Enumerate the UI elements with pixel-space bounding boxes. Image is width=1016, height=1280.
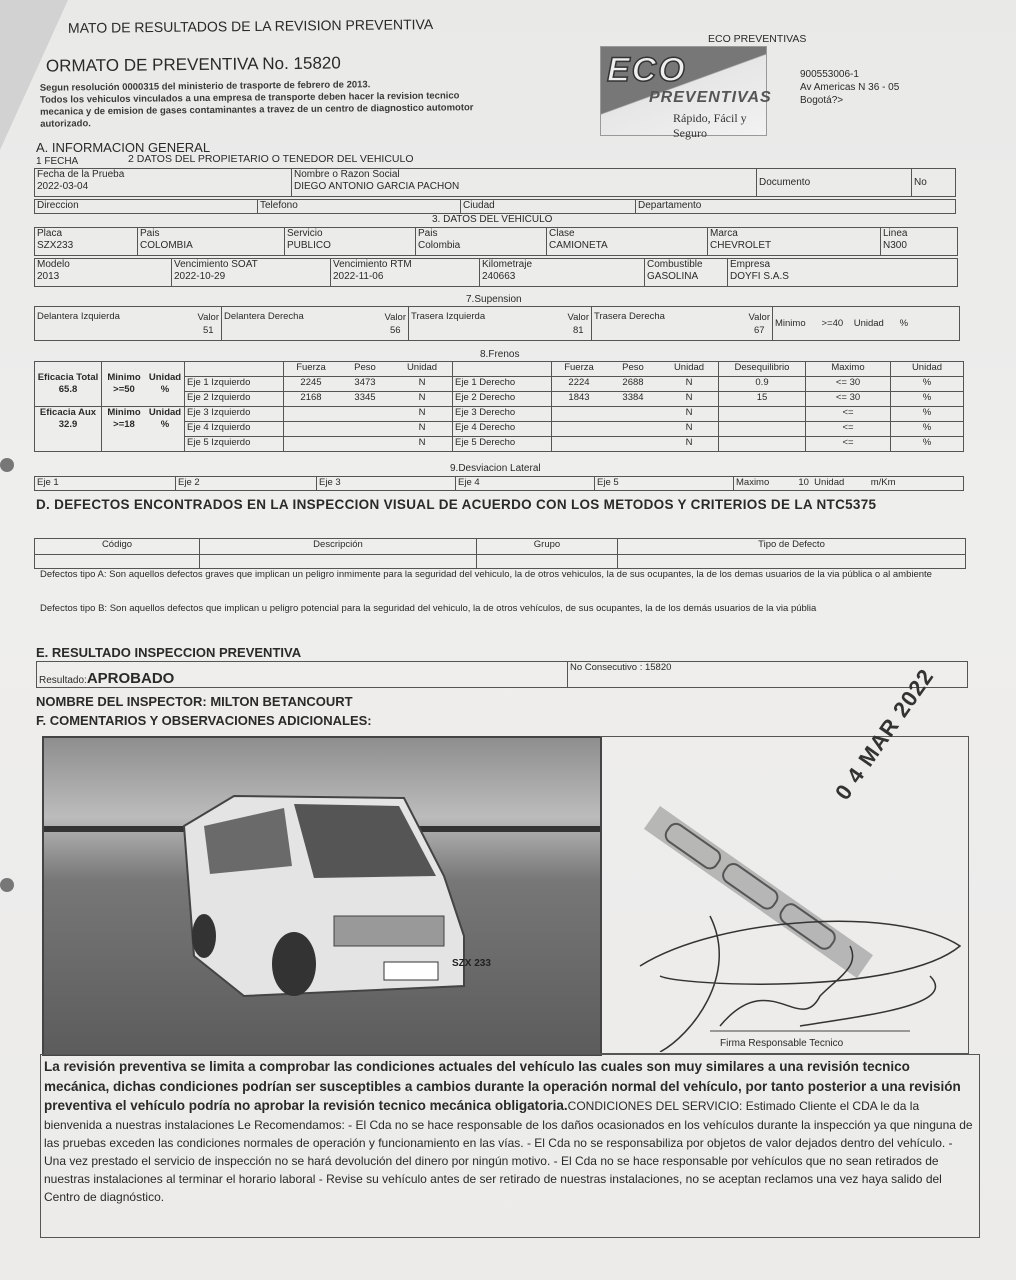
suspension-item <box>35 307 222 341</box>
fecha-subtitle: 1 FECHA <box>36 156 79 167</box>
peso <box>606 437 660 452</box>
valor-label: Valor <box>384 311 406 323</box>
blank <box>453 362 552 377</box>
label: Minimo <box>107 372 141 383</box>
fuerza <box>552 407 607 422</box>
label: Maximo <box>736 477 770 488</box>
desequilibrio <box>719 437 806 452</box>
rtm-cell <box>331 259 480 287</box>
eje-left: Eje 5 Izquierdo <box>185 437 284 452</box>
label: Fecha de la Prueba <box>37 169 125 180</box>
label: Eficacia Total <box>37 372 99 383</box>
value: CAMIONETA <box>549 240 608 251</box>
unidad-aux <box>146 407 185 452</box>
logo-preventivas: PREVENTIVAS <box>649 89 772 106</box>
value: DIEGO ANTONIO GARCIA PACHON <box>294 181 460 192</box>
company-stamp <box>644 806 873 978</box>
fuerza: 2245 <box>284 377 339 392</box>
vehicle-table-1 <box>34 227 958 256</box>
servicio-cell <box>285 228 416 256</box>
peso <box>338 422 392 437</box>
company-info <box>800 68 899 107</box>
suspension-table <box>34 306 960 341</box>
label: Minimo <box>775 317 806 329</box>
eje-right: Eje 2 Derecho <box>453 392 552 407</box>
documento-cell: Documento <box>757 169 912 197</box>
unidad: N <box>660 392 719 407</box>
preventive-disclaimer: La revisión preventiva se limita a comprobar las condiciones actuales del vehículo las cuales son muy similares a una revisión tecnico mecánica, dichas condiciones podrían ser susceptibles a cambios durante la operación normal del vehículo, por tanto posterior a una revisión preventiva el vehículo podría no aprobar la revisión tecnico mecánica obligatoria. <box>44 1059 961 1113</box>
value: PUBLICO <box>287 240 331 251</box>
section-a-title: A. INFORMACION GENERAL <box>36 140 211 155</box>
valor-label: Valor <box>567 311 589 323</box>
fuerza <box>284 422 339 437</box>
col-maximo: Maximo <box>806 362 891 377</box>
maximo: <= <box>806 422 891 437</box>
eje-cell: Eje 5 <box>595 477 734 491</box>
fuerza: 2224 <box>552 377 607 392</box>
address-table <box>34 199 956 214</box>
value: m/Km <box>870 477 896 488</box>
value: Colombia <box>418 240 461 251</box>
value: 56 <box>389 324 401 336</box>
eje-left: Eje 3 Izquierdo <box>185 407 284 422</box>
value: COLOMBIA <box>140 240 193 251</box>
value: N300 <box>883 240 907 251</box>
peso <box>338 437 392 452</box>
unidad: % <box>891 422 964 437</box>
van-image <box>174 786 494 1006</box>
desequilibrio: 0.9 <box>719 377 806 392</box>
maximo: <= 30 <box>806 377 891 392</box>
eje-right: Eje 5 Derecho <box>453 437 552 452</box>
placa-cell <box>35 228 138 256</box>
label: Unidad <box>814 477 845 488</box>
eje-right: Eje 1 Derecho <box>453 377 552 392</box>
col-unidad: Unidad <box>392 362 453 377</box>
col-fuerza: Fuerza <box>284 362 339 377</box>
eje-cell: Eje 4 <box>456 477 595 491</box>
label: Placa <box>37 228 63 239</box>
value: 10 <box>798 477 809 488</box>
maximo: <= <box>806 437 891 452</box>
unidad: N <box>392 392 453 407</box>
blank <box>185 362 284 377</box>
result-table <box>36 661 968 688</box>
peso: 3345 <box>338 392 392 407</box>
marca-cell <box>708 228 881 256</box>
peso <box>606 422 660 437</box>
valor-label: Valor <box>748 311 770 323</box>
cell <box>618 555 966 569</box>
legal-notice <box>40 77 560 130</box>
label: Unidad <box>853 317 884 329</box>
label: Delantera Derecha <box>224 310 304 322</box>
unidad: N <box>392 377 453 392</box>
firma-label: Firma Responsable Tecnico <box>720 1038 844 1049</box>
label: Linea <box>883 228 908 239</box>
punch-hole <box>0 878 14 892</box>
kilometraje-cell <box>480 259 645 287</box>
value: 2013 <box>37 271 60 282</box>
cell <box>200 555 477 569</box>
frenos-table <box>34 361 964 452</box>
unidad: N <box>660 437 719 452</box>
nombre-cell <box>292 169 757 197</box>
label: Kilometraje <box>482 259 533 270</box>
unidad: N <box>392 437 453 452</box>
company-address: Av Americas N 36 - 05 <box>800 82 900 93</box>
desviacion-table <box>34 476 964 491</box>
legal-line: autorizado. <box>40 118 91 130</box>
resultado-cell <box>37 662 568 688</box>
inspector-name: NOMBRE DEL INSPECTOR: MILTON BETANCOURT <box>36 694 353 709</box>
value: % <box>160 419 170 430</box>
peso: 3384 <box>606 392 660 407</box>
unidad: N <box>660 407 719 422</box>
label: Vencimiento SOAT <box>174 259 258 270</box>
desequilibrio: 15 <box>719 392 806 407</box>
value: 51 <box>202 324 214 336</box>
maximo: <= 30 <box>806 392 891 407</box>
fuerza: 1843 <box>552 392 607 407</box>
punch-hole <box>0 458 14 472</box>
desequilibrio <box>719 422 806 437</box>
value: 240663 <box>482 271 516 282</box>
col-unidad: Unidad <box>660 362 719 377</box>
table-row <box>35 407 964 422</box>
disclaimer-box <box>40 1054 980 1238</box>
col-desequilibrio: Desequilibrio <box>719 362 806 377</box>
label: Unidad <box>148 407 182 418</box>
value: SZX233 <box>37 240 74 251</box>
fuerza: 2168 <box>284 392 339 407</box>
eje-cell: Eje 3 <box>317 477 456 491</box>
eje-right: Eje 4 Derecho <box>453 422 552 437</box>
col-peso: Peso <box>606 362 660 377</box>
valor-label: Valor <box>197 311 219 323</box>
value: 81 <box>572 324 584 336</box>
value: DOYFI S.A.S <box>730 271 789 282</box>
eje-cell: Eje 2 <box>176 477 317 491</box>
vehicle-table-2 <box>34 258 958 287</box>
eje-left: Eje 2 Izquierdo <box>185 392 284 407</box>
value: % <box>160 384 170 395</box>
value: GASOLINA <box>647 271 699 282</box>
soat-cell <box>172 259 331 287</box>
value: 32.9 <box>58 419 78 430</box>
fuerza <box>552 437 607 452</box>
no-cell: No <box>912 169 956 197</box>
pais-cell <box>138 228 285 256</box>
minimo-aux <box>102 407 147 452</box>
unidad-total <box>146 362 185 407</box>
label: Marca <box>710 228 738 239</box>
resultado-label: Resultado: <box>39 675 87 686</box>
peso: 2688 <box>606 377 660 392</box>
legal-line: mecanica y de emision de gases contaminantes a travez de un centro de diagnostico automotor <box>40 102 474 118</box>
maximo: <= <box>806 407 891 422</box>
frenos-title: 8.Frenos <box>480 349 520 360</box>
eficacia-total <box>35 362 102 407</box>
ciudad-cell: Ciudad <box>461 200 636 214</box>
consecutivo-cell: No Consecutivo : 15820 <box>568 662 968 688</box>
clase-cell <box>547 228 708 256</box>
col-peso: Peso <box>338 362 392 377</box>
logo-eco: ECO <box>607 51 687 89</box>
document-title: MATO DE RESULTADOS DE LA REVISION PREVENTIVA <box>67 16 434 36</box>
desviacion-maximo <box>734 477 964 491</box>
value: 2022-11-06 <box>333 271 384 282</box>
eje-cell: Eje 1 <box>35 477 176 491</box>
owner-table <box>34 168 956 197</box>
suspension-minimo <box>773 307 960 341</box>
fuerza <box>284 407 339 422</box>
table-row <box>35 555 966 569</box>
departamento-cell: Departamento <box>636 200 956 214</box>
label: Clase <box>549 228 575 239</box>
desequilibrio <box>719 407 806 422</box>
label: Trasera Izquierda <box>411 310 486 322</box>
legal-line: Todos los vehiculos vinculados a una empresa de transporte deben hacer la revision tecnico <box>39 90 460 106</box>
pais2-cell <box>416 228 547 256</box>
section-e-title: E. RESULTADO INSPECCION PREVENTIVA <box>36 645 302 660</box>
value: 67 <box>753 324 765 336</box>
cell <box>477 555 618 569</box>
value: 65.8 <box>58 384 78 395</box>
col-unidad: Unidad <box>891 362 964 377</box>
suspension-item <box>592 307 773 341</box>
label: Pais <box>140 228 160 239</box>
suspension-title: 7.Supension <box>466 294 522 305</box>
license-plate: SZX 233 <box>452 958 491 969</box>
stamp-and-signature <box>600 736 968 1052</box>
eficacia-aux <box>35 407 102 452</box>
date-stamp: 0 4 MAR 2022 <box>830 663 939 805</box>
company-nit: 900553006-1 <box>800 69 859 80</box>
value: % <box>899 317 909 329</box>
suspension-item <box>222 307 409 341</box>
value: 2022-03-04 <box>37 181 89 192</box>
eco-logo <box>600 46 772 140</box>
fuerza <box>284 437 339 452</box>
unidad: N <box>392 407 453 422</box>
eje-left: Eje 4 Izquierdo <box>185 422 284 437</box>
defect-type-b-note: Defectos tipo B: Son aquellos defectos que implican u peligro potencial para la seguridad del vehiculo, la de otros vehículos, de sus ocupantes, la de los demás usuarios de la via públia <box>40 603 817 614</box>
fuerza <box>552 422 607 437</box>
unidad: N <box>660 377 719 392</box>
brand-name: ECO PREVENTIVAS <box>708 33 807 45</box>
label: Minimo <box>107 407 141 418</box>
owner-subtitle: 2 DATOS DEL PROPIETARIO O TENEDOR DEL VEHICULO <box>128 153 414 165</box>
label: Combustible <box>647 259 703 270</box>
legal-line: Segun resolución 0000315 del ministerio de trasporte de febrero de 2013. <box>39 79 371 94</box>
eje-left: Eje 1 Izquierdo <box>185 377 284 392</box>
unidad: % <box>891 377 964 392</box>
vehicle-section-title: 3. DATOS DEL VEHICULO <box>432 214 553 225</box>
eje-right: Eje 3 Derecho <box>453 407 552 422</box>
col-tipo: Tipo de Defecto <box>618 539 966 555</box>
service-conditions: CONDICIONES DEL SERVICIO: Estimado Cliente el CDA le da la bienvenida a nuestras instalaciones Le Recomendamos: - El Cda no se hace responsable de los daños ocasionados en los vehículos durante la inspección ya que ninguna de las pruebas exceden las condiciones normales de operación y funcionamiento en las vías. - El Cda no se responsabiliza por objetos de valor dejados dentro del vehículo. - Una vez prestado el servicio de inspección no se hará devolución del dinero por ningún motivo. - El Cda no se hace responsable por vehículos que no sean retirados de nuestras instalaciones al terminar el horario laboral - Revise su vehículo antes de ser retirado de nuestras instalaciones, no se aceptan reclamos una vez haya salido del Centro de diagnóstico. <box>44 1099 973 1204</box>
fecha-cell <box>35 169 292 197</box>
col-grupo: Grupo <box>477 539 618 555</box>
label: Delantera Izquierda <box>37 310 120 322</box>
peso: 3473 <box>338 377 392 392</box>
logo-slogan: Rápido, Fácil y Seguro <box>673 111 747 140</box>
unidad: % <box>891 407 964 422</box>
value: CHEVROLET <box>710 240 772 251</box>
formato-number: ORMATO DE PREVENTIVA No. 15820 <box>45 53 341 76</box>
minimo-total <box>102 362 147 407</box>
defect-type-a-note: Defectos tipo A: Son aquellos defectos graves que implican un peligro inmimente para la seguridad del vehiculo, la de otros vehiculos, la de sus ocupantes, la de los demas usuarios de la via pública o al ambiente <box>40 569 932 580</box>
linea-cell <box>881 228 958 256</box>
label: Pais <box>418 228 438 239</box>
section-f-title: F. COMENTARIOS Y OBSERVACIONES ADICIONALES: <box>36 713 372 728</box>
label: Servicio <box>287 228 323 239</box>
col-codigo: Código <box>35 539 200 555</box>
value: >=50 <box>113 384 135 395</box>
col-descripcion: Descripción <box>200 539 477 555</box>
label: Empresa <box>730 259 771 270</box>
defects-table <box>34 538 966 569</box>
modelo-cell <box>35 259 172 287</box>
desviacion-title: 9.Desviacion Lateral <box>450 463 541 474</box>
company-city: Bogotá?> <box>800 95 844 106</box>
unidad: N <box>392 422 453 437</box>
direccion-cell: Direccion <box>35 200 258 214</box>
unidad: % <box>891 392 964 407</box>
empresa-cell <box>728 259 958 287</box>
label: Unidad <box>148 372 182 383</box>
cell <box>35 555 200 569</box>
label: Modelo <box>37 259 70 270</box>
label: Vencimiento RTM <box>333 259 412 270</box>
peso <box>606 407 660 422</box>
section-d-title: D. DEFECTOS ENCONTRADOS EN LA INSPECCION VISUAL DE ACUERDO CON LOS METODOS Y CRITERIOS DE LA NTC5375 <box>36 497 877 512</box>
telefono-cell: Telefono <box>258 200 461 214</box>
unidad: N <box>660 422 719 437</box>
value: 2022-10-29 <box>174 271 226 282</box>
label: Eficacia Aux <box>39 407 97 418</box>
resultado-value: APROBADO <box>86 670 175 687</box>
col-fuerza: Fuerza <box>552 362 607 377</box>
unidad: % <box>891 437 964 452</box>
suspension-item <box>409 307 592 341</box>
value: >=18 <box>113 419 135 430</box>
label: Nombre o Razon Social <box>294 169 400 180</box>
vehicle-photo <box>42 736 602 1056</box>
label: Trasera Derecha <box>594 310 665 322</box>
combustible-cell <box>645 259 728 287</box>
peso <box>338 407 392 422</box>
value: >=40 <box>821 317 844 329</box>
